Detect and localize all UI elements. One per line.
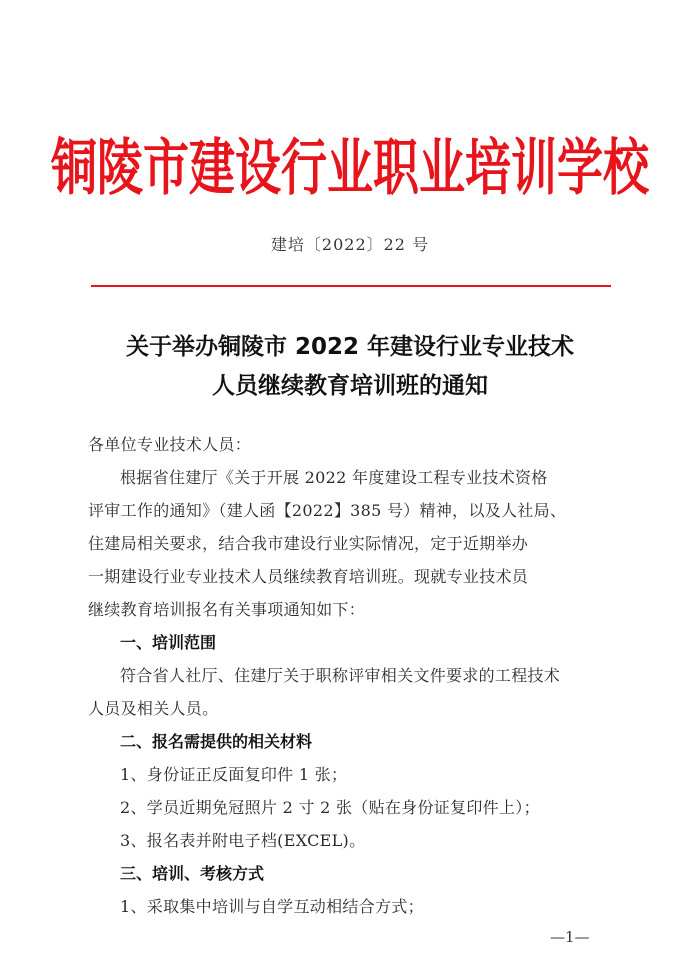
section-line: 3、报名表并附电子档(EXCEL)。 — [120, 831, 366, 850]
notice-title-line-2: 人员继续教育培训班的通知 — [212, 373, 488, 399]
red-divider — [91, 285, 611, 287]
section-heading-training-scope: 一、培训范围 — [120, 633, 217, 652]
intro-line: 继续教育培训报名有关事项通知如下： — [88, 600, 366, 619]
section-line: 符合省人社厅、住建厅关于职称评审相关文件要求的工程技术 — [120, 666, 561, 685]
notice-title-line-1: 关于举办铜陵市 2022 年建设行业专业技术 — [125, 334, 575, 360]
intro-line: 住建局相关要求，结合我市建设行业实际情况，定于近期举办 — [88, 534, 529, 553]
intro-line: 一期建设行业专业技术人员继续教育培训班。现就专业技术员 — [88, 567, 529, 586]
school-name-header: 铜陵市建设行业职业培训学校 — [51, 131, 649, 204]
page-number: —1— — [550, 928, 590, 946]
salutation: 各单位专业技术人员： — [88, 435, 252, 454]
intro-line: 评审工作的通知》（建人函【2022】385 号）精神，以及人社局、 — [88, 501, 567, 520]
section-line: 人员及相关人员。 — [88, 699, 219, 718]
section-line: 1、采取集中培训与自学互动相结合方式； — [120, 897, 424, 916]
section-line: 2、学员近期免冠照片 2 寸 2 张（贴在身份证复印件上）； — [120, 798, 540, 817]
intro-line: 根据省住建厅《关于开展 2022 年度建设工程专业技术资格 — [120, 468, 548, 487]
section-heading-training-assessment: 三、培训、考核方式 — [120, 864, 265, 883]
section-heading-materials: 二、报名需提供的相关材料 — [120, 732, 313, 751]
document-number: 建培〔2022〕22 号 — [270, 235, 430, 254]
section-line: 1、身份证正反面复印件 1 张； — [120, 765, 348, 784]
